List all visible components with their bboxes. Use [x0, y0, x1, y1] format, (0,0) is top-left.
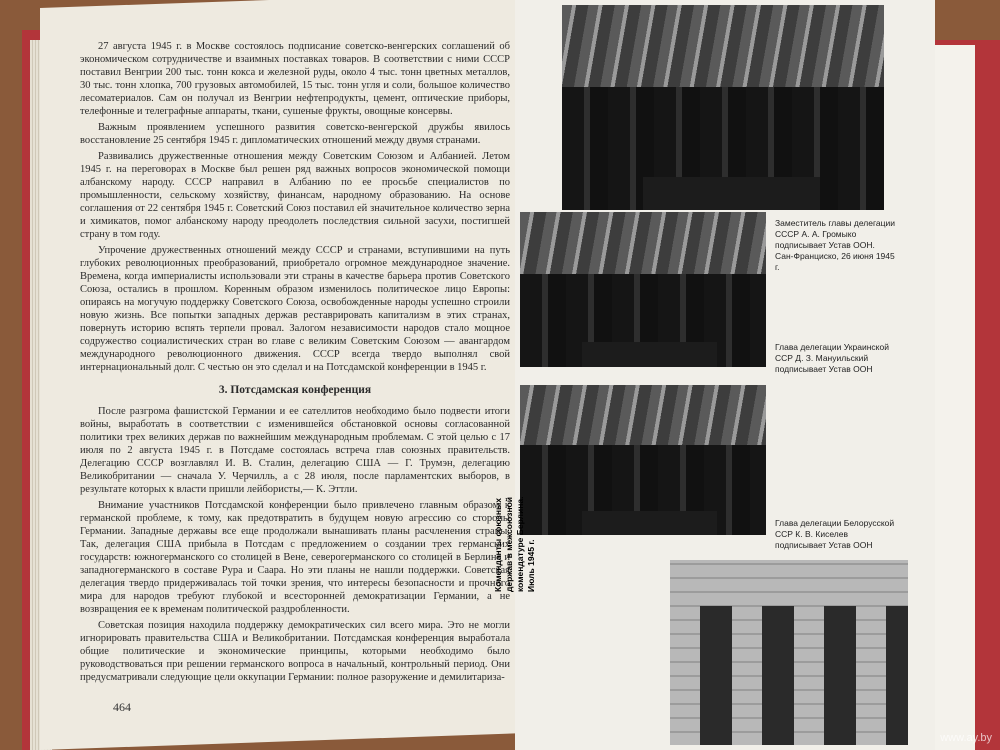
- next-page-edge: [935, 45, 975, 750]
- paragraph: 27 августа 1945 г. в Москве состоялось подписание советско-венгерских соглашений об экономическом сотрудничестве и взаимных поставках товаров. В соответствии с ними СССР поставил Венгрии 200 тыс. тонн кокса и железной руды, около 4 тыс. тонн цветных металлов, 30 тыс. тонн хлопка, 700 грузовых автомобилей, 15 тыс. тонн угля и соли, большое количество лесоматериалов. Сам он получал из Венгрии нефтепродукты, цемент, оптические приборы, телефонные и телеграфные аппараты, ткани, сушеные фрукты, овощные консервы.: [80, 41, 510, 117]
- paragraph: Важным проявлением успешного развития советско-венгерской дружбы явилось восстановление 25 сентября 1945 г. дипломатических отношений между двумя странами.: [80, 122, 510, 146]
- photo-kiselev-signing: [520, 385, 766, 535]
- caption-berlin-commandants: Коменданты союзных держав в межсоюзной комендатуре Берлина. Июль 1945 г.: [493, 496, 536, 592]
- caption-manuilsky: Глава делегации Украинской ССР Д. З. Мануильский подписывает Устав ООН: [775, 342, 889, 374]
- section-heading: 3. Потсдамская конференция: [218, 384, 372, 396]
- photo-gromyko-signing: [562, 5, 884, 210]
- watermark: www.ay.by: [940, 732, 992, 744]
- paragraph: Внимание участников Потсдамской конференции было привлечено главным образом к германской проблеме, к тому, как предотвратить в будущем новую агрессию со стороны Германии. Западные державы все еще продолжали вынашивать планы расчленения страны. Так, делегация США прибыла в Потсдам с предложением о создании трех германских государств: южногерманского со столицей в Вене, северогерманского со столицей в Берлине и западногерманского в составе Рура и Саара. Но эти планы не нашли поддержки. Советская делегация твердо придерживалась той точки зрения, что интересы безопасности и прочного мира для народов требуют глубокой и всесторонней демократизации Германии, а не возвращения ее к временам политической раздробленности.: [80, 500, 510, 615]
- paragraph: Развивались дружественные отношения между Советским Союзом и Албанией. Летом 1945 г. на переговорах в Москве был решен ряд важных вопросов экономической помощи албанскому народу. СССР направил в Албанию по ее просьбе специалистов по промышленности, сельскому хозяйству, финансам, народному образованию. На основе соглашения от 22 сентября 1945 г. Советский Союз поставил ей значительное количество зерна и химикатов, помог албанскому народу преодолеть последствия сильной засухи, постигшей страну в том году.: [80, 151, 510, 240]
- caption-gromyko: Заместитель главы делегации СССР А. А. Громыко подписывает Устав ООН. Сан-Франциско, 26 июня 1945 г.: [775, 218, 896, 272]
- left-page-text: [80, 40, 510, 687]
- page-number: 464: [113, 700, 131, 714]
- photo-berlin-commandants: [670, 560, 908, 745]
- photo-manuilsky-signing: [520, 212, 766, 367]
- paragraph: Упрочение дружественных отношений между СССР и странами, вступившими на путь глубоких революционных преобразований, приобретало огромное международное значение. Времена, когда империалисты использовали эти страны в качестве барьера против Советского Союза, остались в прошлом. Коренным образом изменилось политическое лицо Европы: опираясь на могучую поддержку Советского Союза, освобожденные народы успешно строили новую жизнь. Все попытки западных держав реставрировать капитализм в этих странах, повернуть историю вспять терпели провал. Залогом независимости народов стало мощное содружество социалистических стран во главе с великим Советским Союзом — авангардом международного революционного движения. СССР всегда твердо выполнял свой интернациональный долг. С честью он это сделал и на Потсдамской конференции в 1945 г.: [80, 245, 510, 373]
- caption-kiselev: Глава делегации Белорусской ССР К. В. Киселев подписывает Устав ООН: [775, 518, 895, 550]
- paragraph: После разгрома фашистской Германии и ее сателлитов необходимо было подвести итоги войны, выработать в соответствии с изменившейся обстановкой основы согласованной политики трех великих держав по важнейшим международным проблемам. С этой целью с 17 июля по 2 августа 1945 г. в Потсдаме состоялась встреча глав союзных правительств. Делегацию СССР возглавлял И. В. Сталин, делегацию США — Г. Трумэн, делегацию Великобритании — сначала У. Черчилль, а с 28 июля, после парламентских выборов, в результате которых к власти пришли лейбористы,— К. Эттли.: [80, 406, 510, 495]
- paragraph: Советская позиция находила поддержку демократических сил всего мира. Это не могли игнорировать правительства США и Великобритании. Потсдамская конференция выработала общие политические и экономические принципы, которыми необходимо было руководствоваться при решении германского вопроса в начальный, контрольный период. Они предусматривали следующие цели оккупации Германии: полное разоружение и демилитариза-: [80, 620, 510, 683]
